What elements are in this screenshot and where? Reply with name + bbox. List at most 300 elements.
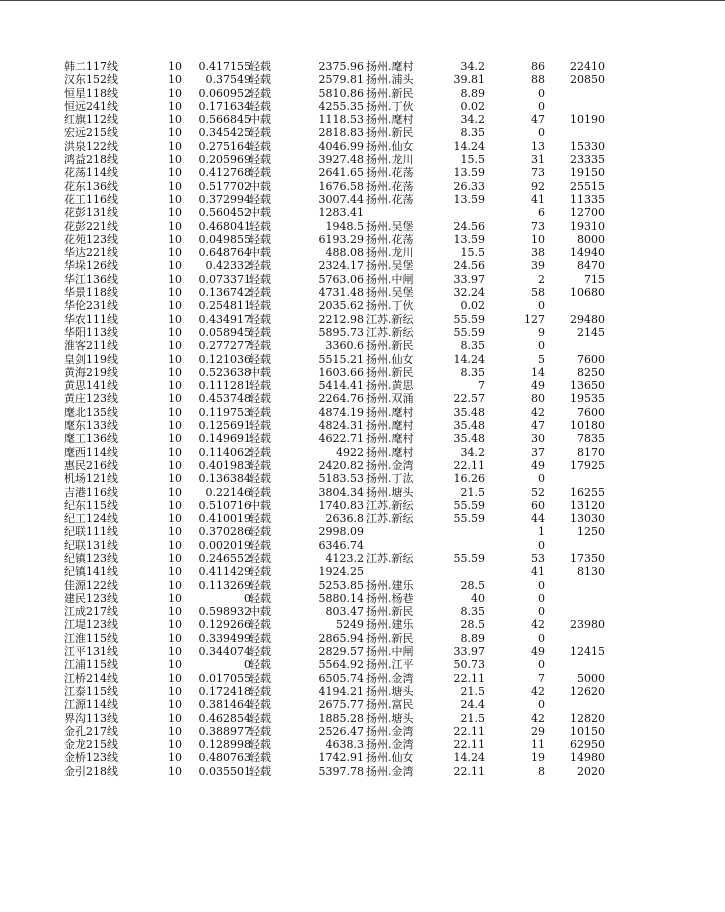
count-cell: 38 <box>531 246 545 260</box>
distance-cell: 34.2 <box>460 113 485 127</box>
value-cell: 4255.35 <box>318 99 364 113</box>
table-row <box>0 472 725 485</box>
capacity-cell: 8470 <box>577 259 605 273</box>
capacity-cell: 11335 <box>570 192 605 206</box>
distance-cell: 28.5 <box>460 578 485 592</box>
substation-cell: 扬州.麾村 <box>366 60 414 73</box>
load-rate-cell: 0.254811 <box>198 299 251 313</box>
distance-cell: 7 <box>478 379 485 393</box>
load-type-cell: 轻载 <box>249 764 271 778</box>
line-name-cell: 花荡114线 <box>64 166 118 180</box>
count-cell: 30 <box>531 432 545 446</box>
voltage-cell: 10 <box>168 724 182 738</box>
voltage-cell: 10 <box>168 246 182 260</box>
voltage-cell: 10 <box>168 738 182 752</box>
load-rate-cell: 0.205969 <box>198 153 251 167</box>
load-rate-cell: 0.372994 <box>198 192 251 206</box>
distance-cell: 14.24 <box>453 352 485 366</box>
substation-cell: 扬州.吴堡 <box>366 286 414 300</box>
substation-cell: 扬州.麾村 <box>366 113 414 127</box>
load-type-cell: 轻载 <box>249 472 271 486</box>
distance-cell: 35.48 <box>453 419 485 433</box>
load-type-cell: 中载 <box>249 113 271 127</box>
load-rate-cell: 0.410019 <box>198 512 251 526</box>
value-cell: 1924.25 <box>318 565 364 579</box>
load-type-cell: 轻载 <box>249 751 271 765</box>
substation-cell: 江苏.新纭 <box>366 512 414 526</box>
load-rate-cell: 0.560452 <box>198 206 251 220</box>
capacity-cell: 23335 <box>570 153 605 167</box>
substation-cell: 扬州.仙女 <box>366 139 414 153</box>
capacity-cell: 8000 <box>577 232 605 246</box>
substation-cell: 扬州.塘头 <box>366 485 414 499</box>
value-cell: 5810.86 <box>318 86 364 100</box>
substation-cell: 扬州.麾村 <box>366 419 414 433</box>
value-cell: 2579.81 <box>318 73 364 87</box>
value-cell: 2324.17 <box>318 259 364 273</box>
distance-cell: 22.11 <box>453 764 485 778</box>
line-name-cell: 界沟113线 <box>64 711 118 725</box>
count-cell: 92 <box>531 179 545 193</box>
distance-cell: 8.35 <box>460 365 485 379</box>
value-cell: 2375.96 <box>318 60 364 73</box>
table-row <box>0 153 725 166</box>
voltage-cell: 10 <box>168 153 182 167</box>
distance-cell: 8.35 <box>460 339 485 353</box>
voltage-cell: 10 <box>168 711 182 725</box>
load-type-cell: 轻载 <box>249 419 271 433</box>
distance-cell: 33.97 <box>453 645 485 659</box>
table-row <box>0 552 725 565</box>
count-cell: 47 <box>531 419 545 433</box>
table-row <box>0 113 725 126</box>
distance-cell: 8.89 <box>460 631 485 645</box>
substation-cell: 扬州.麾村 <box>366 432 414 446</box>
value-cell: 2998.09 <box>318 525 364 539</box>
voltage-cell: 10 <box>168 551 182 565</box>
load-rate-cell: 0.345425 <box>198 126 251 140</box>
load-type-cell: 轻载 <box>249 192 271 206</box>
count-cell: 0 <box>538 472 545 486</box>
table-row <box>0 206 725 219</box>
load-type-cell: 轻载 <box>249 711 271 725</box>
distance-cell: 0.02 <box>460 99 485 113</box>
line-name-cell: 华阳113线 <box>64 325 118 339</box>
voltage-cell: 10 <box>168 419 182 433</box>
load-rate-cell: 0.434917 <box>198 312 251 326</box>
table-row <box>0 366 725 379</box>
capacity-cell: 62950 <box>570 738 605 752</box>
count-cell: 86 <box>531 60 545 73</box>
load-rate-cell: 0.129266 <box>198 618 251 632</box>
load-type-cell: 轻载 <box>249 698 271 712</box>
value-cell: 1885.28 <box>318 711 364 725</box>
voltage-cell: 10 <box>168 166 182 180</box>
line-name-cell: 宏远215线 <box>64 126 118 140</box>
load-type-cell: 轻载 <box>249 86 271 100</box>
substation-cell: 扬州.塘头 <box>366 684 414 698</box>
line-name-cell: 麾西114线 <box>64 445 118 459</box>
substation-cell: 扬州.花荡 <box>366 166 414 180</box>
distance-cell: 13.59 <box>453 232 485 246</box>
count-cell: 0 <box>538 578 545 592</box>
line-name-cell: 江泰115线 <box>64 684 118 698</box>
table-row <box>0 419 725 432</box>
load-rate-cell: 0.171634 <box>198 99 251 113</box>
line-name-cell: 黄海219线 <box>64 365 118 379</box>
voltage-cell: 10 <box>168 445 182 459</box>
load-type-cell: 轻载 <box>249 445 271 459</box>
voltage-cell: 10 <box>168 339 182 353</box>
table-row <box>0 765 725 778</box>
load-type-cell: 轻载 <box>249 525 271 539</box>
value-cell: 1740.83 <box>318 498 364 512</box>
load-type-cell: 中载 <box>249 206 271 220</box>
capacity-cell: 10180 <box>570 419 605 433</box>
voltage-cell: 10 <box>168 764 182 778</box>
distance-cell: 35.48 <box>453 405 485 419</box>
substation-cell: 扬州.新民 <box>366 126 414 140</box>
capacity-cell: 12620 <box>570 684 605 698</box>
table-row <box>0 166 725 179</box>
count-cell: 39 <box>531 259 545 273</box>
voltage-cell: 10 <box>168 86 182 100</box>
load-rate-cell: 0.136742 <box>198 286 251 300</box>
line-name-cell: 金孔217线 <box>64 724 118 738</box>
count-cell: 2 <box>538 272 545 286</box>
value-cell: 5763.06 <box>318 272 364 286</box>
substation-cell: 扬州.龙川 <box>366 246 414 260</box>
table-row <box>0 406 725 419</box>
count-cell: 41 <box>531 565 545 579</box>
distance-cell: 22.57 <box>453 392 485 406</box>
distance-cell: 8.89 <box>460 86 485 100</box>
count-cell: 58 <box>531 286 545 300</box>
count-cell: 49 <box>531 379 545 393</box>
value-cell: 5183.53 <box>318 472 364 486</box>
substation-cell: 扬州.金湾 <box>366 738 414 752</box>
load-type-cell: 轻载 <box>249 538 271 552</box>
substation-cell: 扬州.新民 <box>366 365 414 379</box>
distance-cell: 13.59 <box>453 192 485 206</box>
voltage-cell: 10 <box>168 272 182 286</box>
distance-cell: 24.56 <box>453 259 485 273</box>
count-cell: 0 <box>538 86 545 100</box>
substation-cell: 扬州.丁伙 <box>366 299 414 313</box>
distance-cell: 15.5 <box>460 153 485 167</box>
value-cell: 4638.3 <box>325 738 364 752</box>
value-cell: 3804.34 <box>318 485 364 499</box>
table-row <box>0 126 725 139</box>
distance-cell: 14.24 <box>453 751 485 765</box>
line-name-cell: 江桥214线 <box>64 671 118 685</box>
substation-cell: 扬州.丁汯 <box>366 472 414 486</box>
capacity-cell: 20850 <box>570 73 605 87</box>
count-cell: 0 <box>538 339 545 353</box>
load-type-cell: 轻载 <box>249 126 271 140</box>
line-name-cell: 华江136线 <box>64 272 118 286</box>
value-cell: 6193.29 <box>318 232 364 246</box>
distance-cell: 14.24 <box>453 139 485 153</box>
voltage-cell: 10 <box>168 538 182 552</box>
value-cell: 2865.94 <box>318 631 364 645</box>
voltage-cell: 10 <box>168 432 182 446</box>
load-rate-cell: 0.002019 <box>198 538 251 552</box>
capacity-cell: 7600 <box>577 405 605 419</box>
load-type-cell: 轻载 <box>249 432 271 446</box>
distance-cell: 21.5 <box>460 485 485 499</box>
substation-cell: 扬州.仙女 <box>366 352 414 366</box>
load-rate-cell: 0.246552 <box>198 551 251 565</box>
load-type-cell: 轻载 <box>249 684 271 698</box>
table-row <box>0 87 725 100</box>
table-row <box>0 605 725 618</box>
line-name-cell: 金龙215线 <box>64 738 118 752</box>
load-type-cell: 轻载 <box>249 658 271 672</box>
distance-cell: 21.5 <box>460 711 485 725</box>
load-type-cell: 中载 <box>249 179 271 193</box>
load-type-cell: 轻载 <box>249 339 271 353</box>
substation-cell: 扬州.江平 <box>366 658 414 672</box>
load-rate-cell: 0.42332 <box>205 259 251 273</box>
capacity-cell: 2145 <box>577 325 605 339</box>
voltage-cell: 10 <box>168 605 182 619</box>
substation-cell: 扬州.丁伙 <box>366 99 414 113</box>
distance-cell: 28.5 <box>460 618 485 632</box>
load-rate-cell: 0.017055 <box>198 671 251 685</box>
value-cell: 5515.21 <box>318 352 364 366</box>
load-type-cell: 轻载 <box>249 631 271 645</box>
capacity-cell: 10190 <box>570 113 605 127</box>
load-rate-cell: 0.049855 <box>198 232 251 246</box>
load-rate-cell: 0.468041 <box>198 219 251 233</box>
capacity-cell: 19310 <box>570 219 605 233</box>
value-cell: 4194.21 <box>318 684 364 698</box>
table-row <box>0 246 725 259</box>
count-cell: 41 <box>531 192 545 206</box>
line-name-cell: 花彭221线 <box>64 219 118 233</box>
load-rate-cell: 0.114062 <box>198 445 251 459</box>
value-cell: 6346.74 <box>318 538 364 552</box>
line-name-cell: 江堤123线 <box>64 618 118 632</box>
line-name-cell: 纪镇141线 <box>64 565 118 579</box>
load-type-cell: 轻载 <box>249 325 271 339</box>
voltage-cell: 10 <box>168 684 182 698</box>
load-type-cell: 轻载 <box>249 352 271 366</box>
load-rate-cell: 0.111281 <box>198 379 251 393</box>
capacity-cell: 19150 <box>570 166 605 180</box>
line-name-cell: 惠民216线 <box>64 458 118 472</box>
table-row <box>0 672 725 685</box>
table-row <box>0 712 725 725</box>
value-cell: 2829.57 <box>318 645 364 659</box>
value-cell: 2641.65 <box>318 166 364 180</box>
substation-cell: 扬州.建乐 <box>366 578 414 592</box>
voltage-cell: 10 <box>168 565 182 579</box>
count-cell: 5 <box>538 352 545 366</box>
table-row <box>0 233 725 246</box>
value-cell: 5880.14 <box>318 591 364 605</box>
table-row <box>0 579 725 592</box>
substation-cell: 扬州.仙女 <box>366 751 414 765</box>
voltage-cell: 10 <box>168 299 182 313</box>
table-row <box>0 658 725 671</box>
distance-cell: 22.11 <box>453 738 485 752</box>
load-type-cell: 轻载 <box>249 618 271 632</box>
line-name-cell: 淮客211线 <box>64 339 118 353</box>
capacity-cell: 23980 <box>570 618 605 632</box>
table-row <box>0 313 725 326</box>
load-rate-cell: 0.119753 <box>198 405 251 419</box>
distance-cell: 33.97 <box>453 272 485 286</box>
line-name-cell: 黄庄123线 <box>64 392 118 406</box>
count-cell: 42 <box>531 711 545 725</box>
value-cell: 2420.82 <box>318 458 364 472</box>
table-row <box>0 273 725 286</box>
count-cell: 0 <box>538 658 545 672</box>
substation-cell: 扬州.浦头 <box>366 73 414 87</box>
load-type-cell: 轻载 <box>249 60 271 73</box>
value-cell: 6505.74 <box>318 671 364 685</box>
count-cell: 29 <box>531 724 545 738</box>
value-cell: 1603.66 <box>318 365 364 379</box>
count-cell: 44 <box>531 512 545 526</box>
distance-cell: 55.59 <box>453 325 485 339</box>
load-type-cell: 轻载 <box>249 379 271 393</box>
substation-cell: 扬州.中闸 <box>366 645 414 659</box>
load-rate-cell: 0.417155 <box>198 60 251 73</box>
substation-cell: 江苏.新纭 <box>366 325 414 339</box>
count-cell: 80 <box>531 392 545 406</box>
count-cell: 1 <box>538 525 545 539</box>
value-cell: 5249 <box>336 618 364 632</box>
voltage-cell: 10 <box>168 352 182 366</box>
line-name-cell: 花彭131线 <box>64 206 118 220</box>
line-name-cell: 红旗112线 <box>64 113 118 127</box>
distance-cell: 40 <box>471 591 485 605</box>
capacity-cell: 12700 <box>570 206 605 220</box>
substation-cell: 扬州.金湾 <box>366 671 414 685</box>
load-rate-cell: 0.480763 <box>198 751 251 765</box>
voltage-cell: 10 <box>168 113 182 127</box>
substation-cell: 扬州.新民 <box>366 339 414 353</box>
table-row <box>0 299 725 312</box>
load-rate-cell: 0.566845 <box>198 113 251 127</box>
capacity-cell: 13030 <box>570 512 605 526</box>
line-name-cell: 纪联111线 <box>64 525 118 539</box>
line-name-cell: 麾工136线 <box>64 432 118 446</box>
voltage-cell: 10 <box>168 286 182 300</box>
count-cell: 11 <box>531 738 545 752</box>
top-border-line <box>0 0 725 1</box>
substation-cell: 扬州.花荡 <box>366 232 414 246</box>
load-rate-cell: 0.073371 <box>198 272 251 286</box>
substation-cell: 扬州.新民 <box>366 86 414 100</box>
line-name-cell: 华达221线 <box>64 246 118 260</box>
load-type-cell: 轻载 <box>249 299 271 313</box>
substation-cell: 扬州.花荡 <box>366 179 414 193</box>
distance-cell: 34.2 <box>460 60 485 73</box>
value-cell: 1283.41 <box>318 206 364 220</box>
value-cell: 2818.83 <box>318 126 364 140</box>
voltage-cell: 10 <box>168 206 182 220</box>
load-rate-cell: 0.149691 <box>198 432 251 446</box>
capacity-cell: 8170 <box>577 445 605 459</box>
capacity-cell: 15330 <box>570 139 605 153</box>
table-row <box>0 645 725 658</box>
table-row <box>0 512 725 525</box>
table-row <box>0 539 725 552</box>
voltage-cell: 10 <box>168 219 182 233</box>
count-cell: 0 <box>538 631 545 645</box>
substation-cell: 扬州.黄思 <box>366 379 414 393</box>
value-cell: 803.47 <box>325 605 364 619</box>
value-cell: 4922 <box>336 445 364 459</box>
voltage-cell: 10 <box>168 458 182 472</box>
table-row <box>0 180 725 193</box>
table-row <box>0 499 725 512</box>
voltage-cell: 10 <box>168 405 182 419</box>
value-cell: 4824.31 <box>318 419 364 433</box>
distance-cell: 0.02 <box>460 299 485 313</box>
load-rate-cell: 0.275164 <box>198 139 251 153</box>
capacity-cell: 12415 <box>570 645 605 659</box>
table-row <box>0 565 725 578</box>
voltage-cell: 10 <box>168 645 182 659</box>
load-rate-cell: 0.453748 <box>198 392 251 406</box>
load-type-cell: 轻载 <box>249 73 271 87</box>
count-cell: 0 <box>538 126 545 140</box>
count-cell: 49 <box>531 458 545 472</box>
voltage-cell: 10 <box>168 485 182 499</box>
count-cell: 88 <box>531 73 545 87</box>
line-name-cell: 江浦115线 <box>64 658 118 672</box>
distance-cell: 8.35 <box>460 605 485 619</box>
distance-cell: 26.33 <box>453 179 485 193</box>
voltage-cell: 10 <box>168 379 182 393</box>
load-rate-cell: 0.344074 <box>198 645 251 659</box>
capacity-cell: 14940 <box>570 246 605 260</box>
line-name-cell: 汉东152线 <box>64 73 118 87</box>
value-cell: 1742.91 <box>318 751 364 765</box>
load-type-cell: 轻载 <box>249 578 271 592</box>
line-name-cell: 麾北135线 <box>64 405 118 419</box>
capacity-cell: 17350 <box>570 551 605 565</box>
distance-cell: 13.59 <box>453 166 485 180</box>
load-rate-cell: 0.598932 <box>198 605 251 619</box>
load-type-cell: 轻载 <box>249 286 271 300</box>
value-cell: 3927.48 <box>318 153 364 167</box>
capacity-cell: 715 <box>584 272 605 286</box>
capacity-cell: 12820 <box>570 711 605 725</box>
substation-cell: 扬州.龙川 <box>366 153 414 167</box>
table-row <box>0 725 725 738</box>
distance-cell: 22.11 <box>453 458 485 472</box>
substation-cell: 扬州.花荡 <box>366 192 414 206</box>
count-cell: 0 <box>538 591 545 605</box>
table-row <box>0 486 725 499</box>
capacity-cell: 10150 <box>570 724 605 738</box>
distance-cell: 34.2 <box>460 445 485 459</box>
load-type-cell: 轻载 <box>249 312 271 326</box>
voltage-cell: 10 <box>168 73 182 87</box>
value-cell: 2035.62 <box>318 299 364 313</box>
line-name-cell: 华农111线 <box>64 312 118 326</box>
table-row <box>0 100 725 113</box>
count-cell: 0 <box>538 538 545 552</box>
table-row <box>0 193 725 206</box>
count-cell: 0 <box>538 605 545 619</box>
